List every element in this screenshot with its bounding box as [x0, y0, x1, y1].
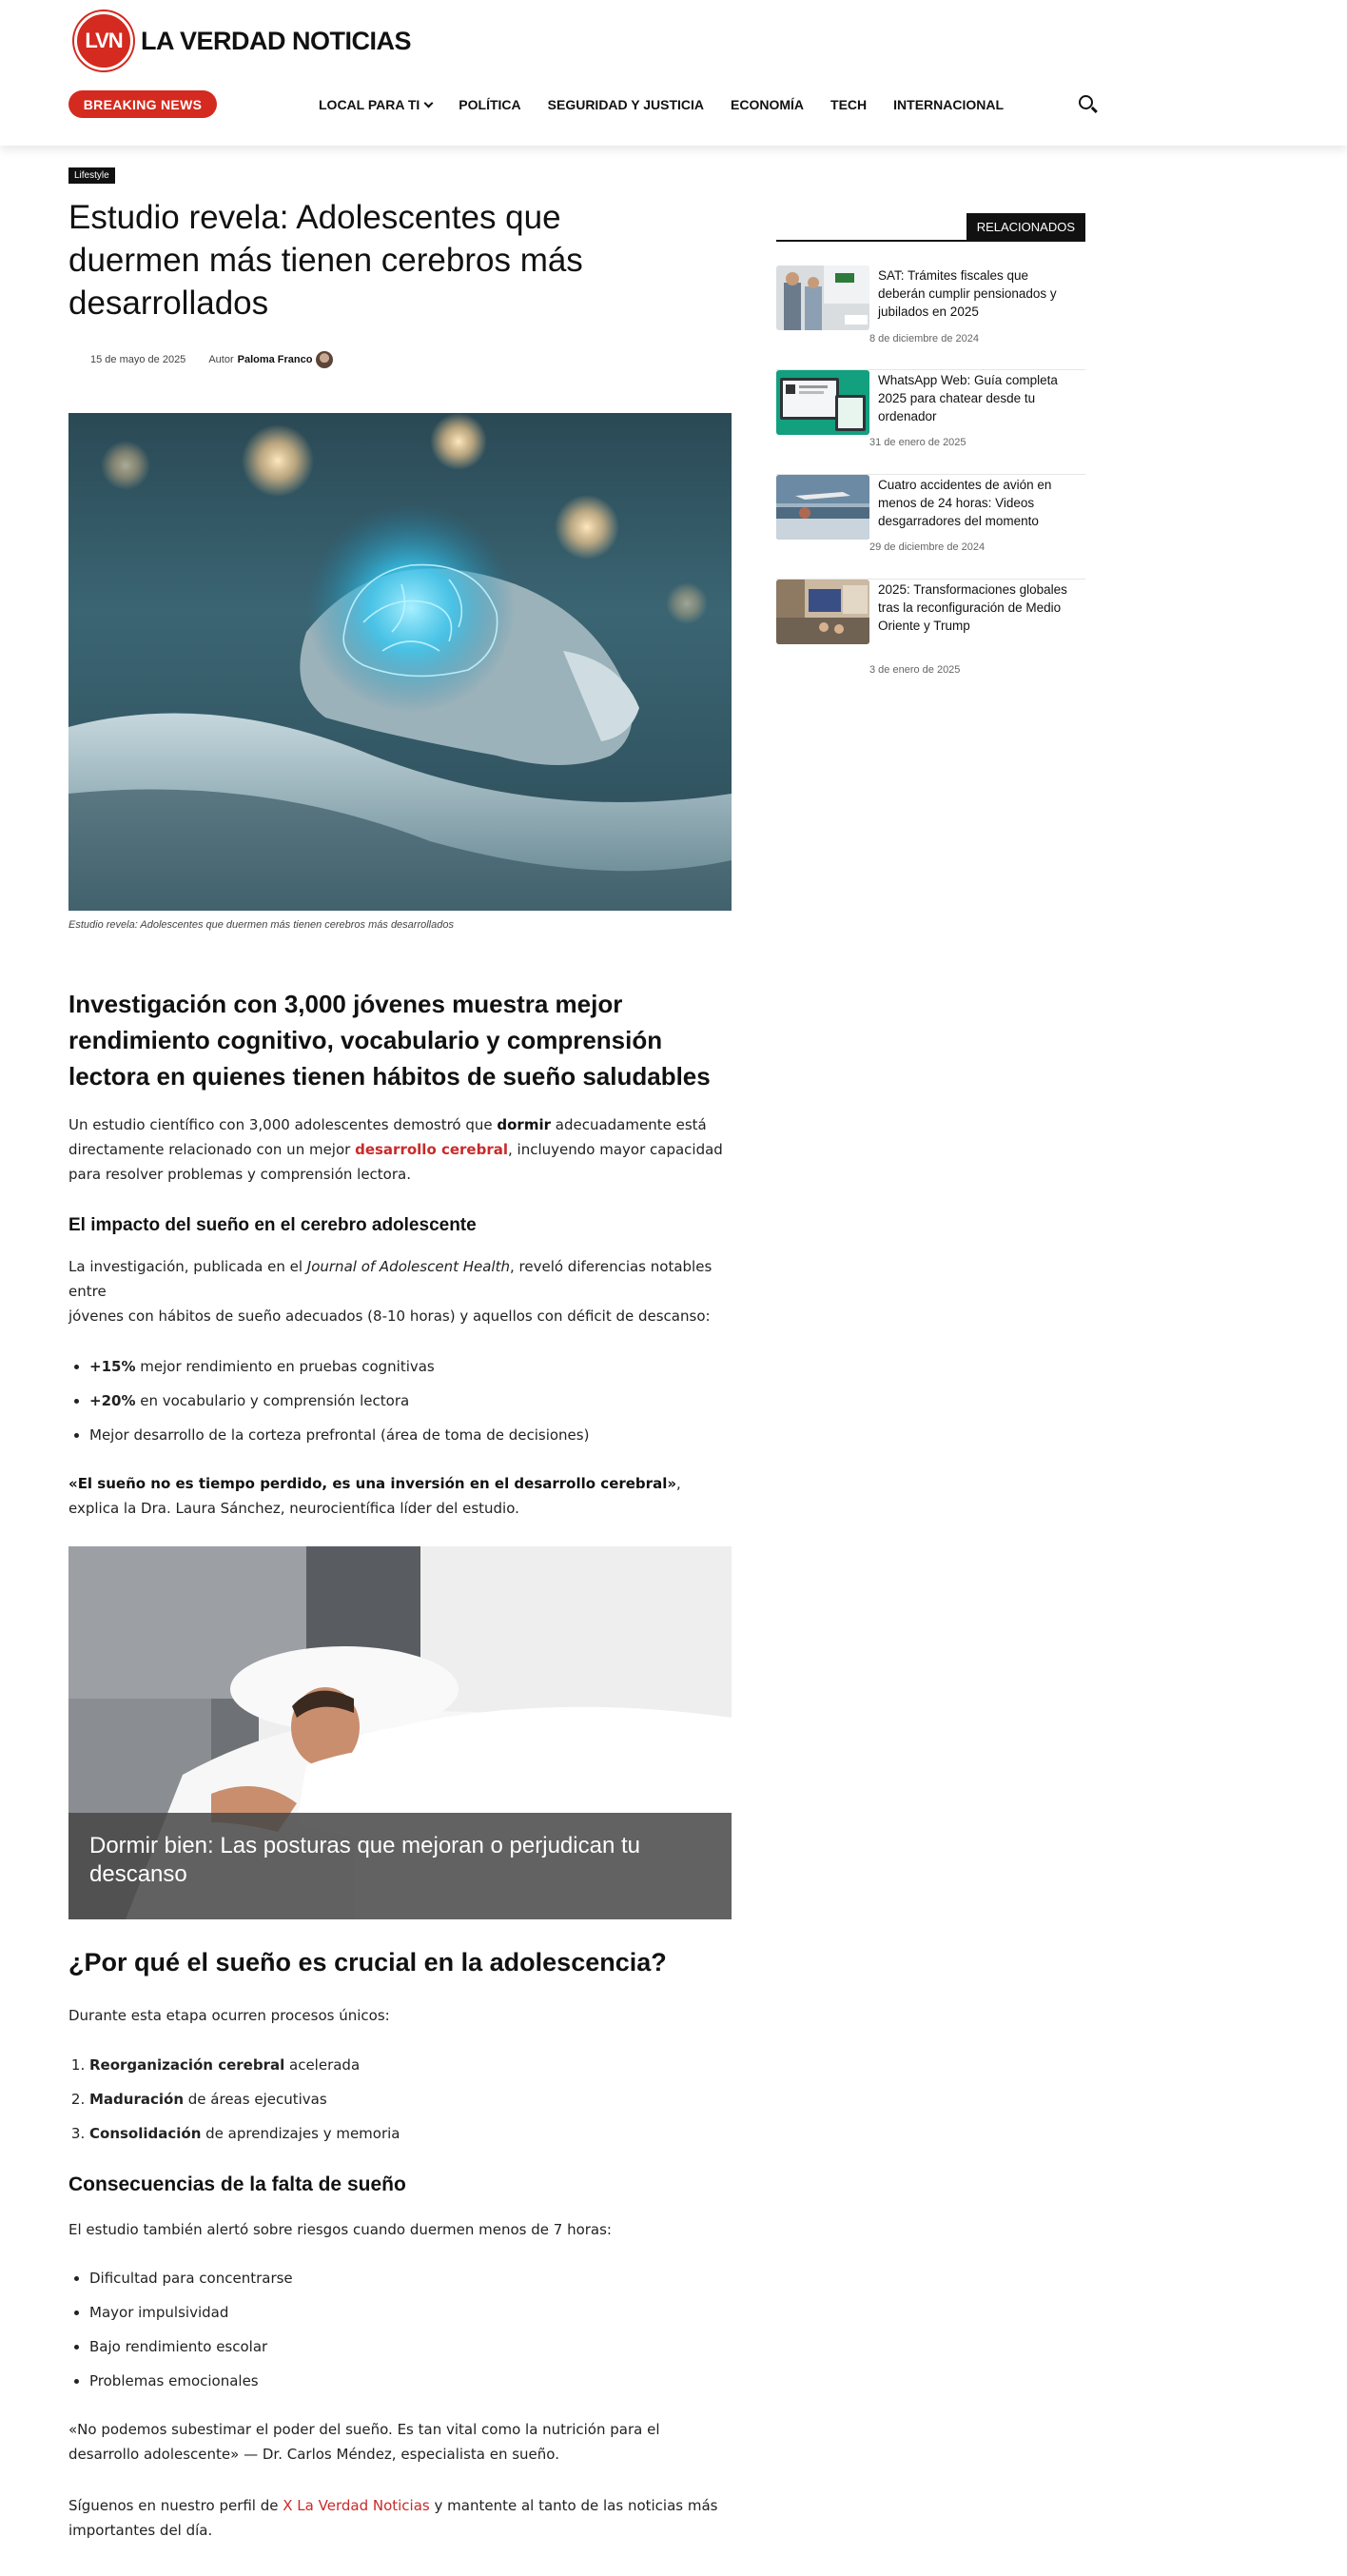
related-item[interactable]	[776, 370, 1085, 475]
nav-seguridad-justicia[interactable]: SEGURIDAD Y JUSTICIA	[547, 97, 705, 112]
related-title[interactable]: SAT: Trámites fiscales que deberán cumplir pensionados y jubilados en 2025	[878, 268, 1057, 319]
logo-badge: LVN	[74, 11, 133, 70]
paragraph-follow: Síguenos en nuestro perfil de X La Verdad Noticias y mantente al tanto de las noticias más importantes del día.	[68, 2497, 718, 2539]
site-header	[0, 0, 1347, 146]
promo-title-bar[interactable]	[68, 1813, 732, 1919]
paragraph-risks: El estudio también alertó sobre riesgos cuando duermen menos de 7 horas:	[68, 2221, 612, 2238]
nav-politica[interactable]: POLÍTICA	[459, 97, 521, 112]
nav-label: LOCAL PARA TI	[319, 97, 420, 112]
site-name: LA VERDAD NOTICIAS	[141, 26, 412, 55]
article-subtitle: Investigación con 3,000 jóvenes muestra mejor rendimiento cognitivo, vocabulario y comprensión lectora en quienes tienen hábitos de sueño saludables	[68, 990, 711, 1091]
list-item: • +20% en vocabulario y comprensión lectora	[89, 1388, 734, 1423]
related-thumb[interactable]	[776, 475, 869, 540]
list-item: • +15% mejor rendimiento en pruebas cognitivas	[89, 1354, 734, 1388]
quote-sanchez: «El sueño no es tiempo perdido, es una inversión en el desarrollo cerebral», explica la Dra. Laura Sánchez, neurocientífica líder del estudio.	[68, 1475, 681, 1517]
related-title[interactable]: Cuatro accidentes de avión en menos de 24 horas: Videos desgarradores del momento	[878, 478, 1052, 528]
related-date: 3 de enero de 2025	[869, 664, 961, 676]
related-date: 31 de enero de 2025	[869, 437, 966, 448]
related-date: 29 de diciembre de 2024	[869, 541, 986, 553]
nav-economia[interactable]: ECONOMÍA	[731, 97, 805, 112]
list-item: 2. Maduración de áreas ejecutivas	[89, 2087, 734, 2121]
article-date: 15 de mayo de 2025	[90, 354, 186, 365]
author-prefix: Autor	[208, 354, 234, 365]
list-item: • Dificultad para concentrarse	[89, 2266, 734, 2300]
link-x-profile[interactable]: X La Verdad Noticias	[283, 2497, 430, 2514]
list-item: 3. Consolidación de aprendizajes y memoria	[89, 2121, 734, 2155]
nav-local-para-ti[interactable]	[319, 93, 432, 116]
site-logo[interactable]	[74, 11, 411, 70]
list-item: • Bajo rendimiento escolar	[89, 2334, 734, 2369]
related-title[interactable]: WhatsApp Web: Guía completa 2025 para chatear desde tu ordenador	[878, 373, 1058, 423]
related-title[interactable]: 2025: Transformaciones globales tras la reconfiguración de Medio Oriente y Trump	[878, 582, 1067, 633]
paragraph-processes: Durante esta etapa ocurren procesos únicos:	[68, 2007, 390, 2024]
related-item[interactable]	[776, 580, 1085, 684]
related-item[interactable]	[776, 265, 1085, 370]
related-heading: RELACIONADOS	[966, 213, 1085, 240]
related-item[interactable]	[776, 475, 1085, 580]
nav-internacional[interactable]: INTERNACIONAL	[893, 97, 1005, 112]
breaking-news-badge[interactable]: BREAKING NEWS	[68, 90, 217, 118]
main-nav	[319, 93, 1030, 116]
search-icon[interactable]	[1078, 94, 1099, 115]
nav-tech[interactable]: TECH	[830, 97, 868, 112]
related-thumb[interactable]	[776, 370, 869, 435]
hero-image	[68, 413, 732, 911]
author-avatar[interactable]	[316, 351, 333, 368]
heading-why-sleep: ¿Por qué el sueño es crucial en la adolescencia?	[68, 1948, 667, 1976]
list-item: 1. Reorganización cerebral acelerada	[89, 2053, 734, 2087]
paragraph-study: La investigación, publicada en el Journal of Adolescent Health, reveló diferencias notables entre jóvenes con hábitos de sueño adecuados (8-10 horas) y aquellos con déficit de descanso:	[68, 1258, 713, 1325]
processes-list	[68, 2053, 734, 2155]
related-thumb[interactable]	[776, 265, 869, 330]
author-link[interactable]: Paloma Franco	[237, 354, 313, 365]
paragraph-intro: Un estudio científico con 3,000 adolescentes demostró que dormir adecuadamente está directamente relacionado con un mejor desarrollo cerebral, incluyendo mayor capacidad para resolver problemas y comprensión lectora.	[68, 1116, 723, 1183]
related-thumb[interactable]	[776, 580, 869, 644]
link-desarrollo-cerebral[interactable]: desarrollo cerebral	[355, 1141, 508, 1158]
heading-impact: El impacto del sueño en el cerebro adolescente	[68, 1215, 477, 1235]
risks-list	[68, 2266, 734, 2403]
category-badge[interactable]: Lifestyle	[68, 167, 115, 184]
related-promo-card[interactable]	[68, 1546, 732, 1919]
article-meta	[90, 351, 333, 368]
quote-mendez: «No podemos subestimar el poder del sueño. Es tan vital como la nutrición para el desarrollo adolescente» — Dr. Carlos Méndez, especialista en sueño.	[68, 2421, 660, 2463]
related-heading-bar	[776, 213, 1085, 242]
related-date: 8 de diciembre de 2024	[869, 333, 979, 344]
article-title: Estudio revela: Adolescentes que duermen más tienen cerebros más desarrollados	[68, 199, 583, 322]
list-item: • Mejor desarrollo de la corteza prefrontal (área de toma de decisiones)	[89, 1423, 734, 1457]
list-item: • Mayor impulsividad	[89, 2300, 734, 2334]
promo-title: Dormir bien: Las posturas que mejoran o perjudican tu descanso	[89, 1833, 640, 1887]
chevron-down-icon	[424, 98, 434, 108]
results-list	[68, 1354, 734, 1457]
list-item: • Problemas emocionales	[89, 2369, 734, 2403]
hero-caption: Estudio revela: Adolescentes que duermen más tienen cerebros más desarrollados	[68, 919, 454, 931]
heading-consequences: Consecuencias de la falta de sueño	[68, 2173, 406, 2195]
